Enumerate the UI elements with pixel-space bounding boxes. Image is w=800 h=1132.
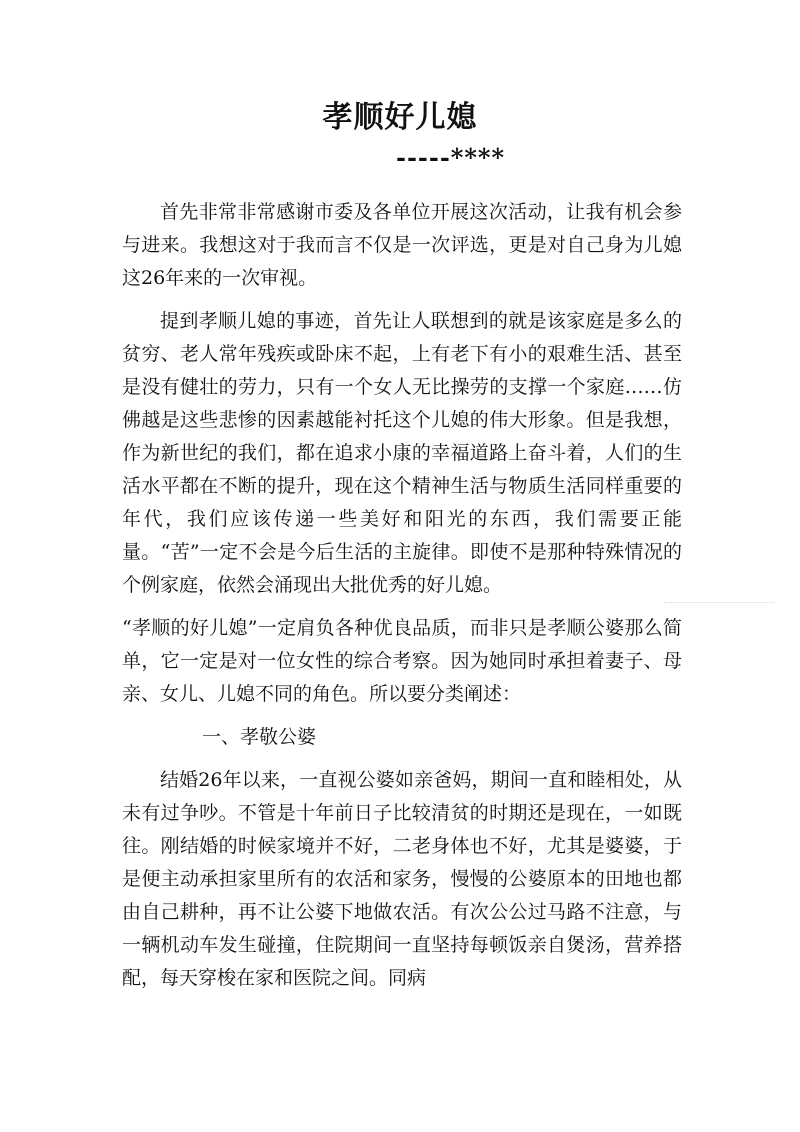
author-line: -----**** <box>396 143 506 172</box>
section-heading: 一、孝敬公婆 <box>202 726 317 748</box>
paragraph-in-laws: 结婚26年以来，一直视公婆如亲爸妈，期间一直和睦相处，从未有过争吵。不管是十年前日子比较清贫的时期还是现在，一如既往。刚结婚的时候家境并不好，二老身体也不好，尤其是婆婆，于是便主动承担家里所有的农活和家务，慢慢的公婆原本的田地也都由自己耕种，再不让公婆下地做农活。有次公公过马路不注意，与一辆机动车发生碰撞，住院期间一直坚持每顿饭亲自煲汤，营养搭配，每天穿梭在家和医院之间。同病 <box>122 769 682 989</box>
faint-divider <box>664 602 774 603</box>
paragraph-intro: 首先非常非常感谢市委及各单位开展这次活动，让我有机会参与进来。我想这对于我而言不仅是一次评选，更是对自己身为儿媳这26年来的一次审视。 <box>122 201 682 289</box>
document-title: 孝顺好儿媳 <box>322 100 478 135</box>
paragraph-filial-story: 提到孝顺儿媳的事迹，首先让人联想到的就是该家庭是多么的贫穷、老人常年残疾或卧床不起，上有老下有小的艰难生活、甚至是没有健壮的劳力，只有一个女人无比操劳的支撑一个家庭……仿佛越是这些悲惨的因素越能衬托这个儿媳的伟大形象。但是我想，作为新世纪的我们，都在追求小康的幸福道路上奋斗着，人们的生活水平都在不断的提升，现在这个精神生活与物质生活同样重要的年代，我们应该传递一些美好和阳光的东西，我们需要正能量。“苦”一定不会是今后生活的主旋律。即使不是那种特殊情况的个例家庭，依然会涌现出大批优秀的好儿媳。 <box>122 310 682 596</box>
document-body <box>122 196 682 995</box>
paragraph-qualities: “孝顺的好儿媳”一定肩负各种优良品质，而非只是孝顺公婆那么简单，它一定是对一位女性的综合考察。因为她同时承担着妻子、母亲、女儿、儿媳不同的角色。所以要分类阐述： <box>122 617 682 705</box>
